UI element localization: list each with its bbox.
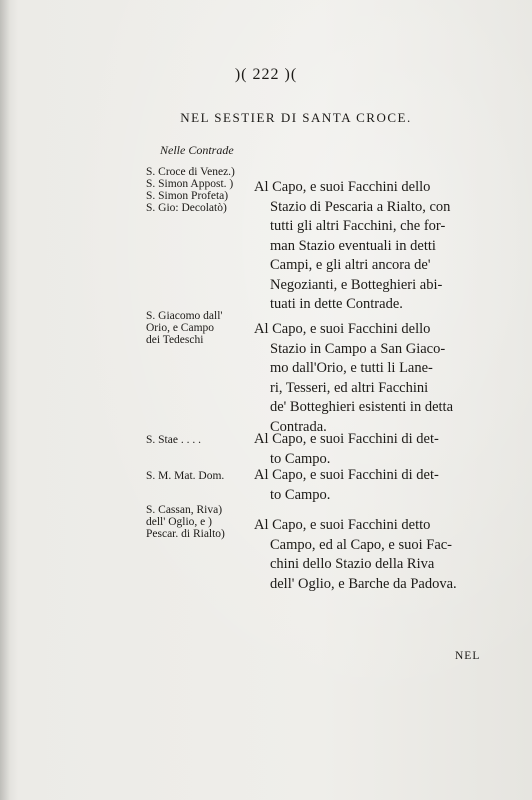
page-number: )( 222 )( [234, 66, 298, 83]
description-line: ri, Tesseri, ed altri Facchini [270, 379, 429, 396]
description-line: man Stazio eventuali in detti [270, 237, 436, 254]
place-line: S. Simon Profeta) [146, 190, 229, 202]
description-line: to Campo. [270, 450, 331, 467]
entry-description [254, 430, 500, 469]
description-line: tutti gli altri Facchini, che for- [270, 218, 446, 234]
entry-description [254, 516, 500, 594]
section-title: NEL SESTIER DI SANTA CROCE. [180, 110, 412, 125]
place-line: S. Giacomo dall' [146, 310, 223, 322]
catchword: NEL [455, 650, 481, 662]
place-line: Pescar. di Rialto) [146, 528, 225, 540]
place-line: S. Stae . . . . [146, 434, 201, 446]
description-line: Al Capo, e suoi Facchini di det- [254, 467, 439, 483]
description-line: Stazio di Pescaria a Rialto, con [270, 198, 451, 215]
description-line: tuati in dette Contrade. [270, 296, 403, 312]
entry-description [254, 466, 500, 505]
description-line: Al Capo, e suoi Facchini dello [254, 179, 431, 195]
entry-description [254, 178, 500, 315]
description-line: Al Capo, e suoi Facchini dello [254, 321, 431, 337]
description-line: Stazio in Campo a San Giaco- [270, 340, 446, 357]
column-heading: Nelle Contrade [160, 143, 234, 157]
description-line: to Campo. [270, 486, 331, 503]
description-line: chini dello Stazio della Riva [270, 556, 435, 572]
place-line: S. Simon Appost. ) [146, 178, 234, 190]
description-line: Al Capo, e suoi Facchini detto [254, 517, 431, 533]
description-line: de' Botteghieri esistenti in detta [270, 399, 454, 415]
entry-places [146, 470, 261, 482]
description-line: dell' Oglio, e Barche da Padova. [270, 575, 457, 592]
entry-places [146, 310, 261, 346]
place-line: dell' Oglio, e ) [146, 516, 212, 528]
place-line: S. M. Mat. Dom. [146, 470, 225, 482]
place-line: S. Croce di Venez.) [146, 166, 235, 178]
entry-places [146, 504, 261, 540]
place-line: S. Cassan, Riva) [146, 504, 223, 516]
description-line: Campi, e gli altri ancora de' [270, 257, 431, 273]
description-line: Negozianti, e Botteghieri abi- [270, 276, 443, 293]
description-line: Campo, ed al Capo, e suoi Fac- [270, 536, 453, 553]
description-line: mo dall'Orio, e tutti li Lane- [270, 360, 433, 376]
place-line: Orio, e Campo [146, 322, 215, 334]
description-line: Al Capo, e suoi Facchini di det- [254, 431, 439, 447]
place-line: dei Tedeschi [146, 334, 204, 346]
place-line: S. Gio: Decolatò) [146, 202, 227, 214]
entry-places [146, 434, 261, 446]
entry-places [146, 166, 261, 214]
description-line: Contrada. [270, 418, 327, 435]
entry-description [254, 320, 500, 437]
